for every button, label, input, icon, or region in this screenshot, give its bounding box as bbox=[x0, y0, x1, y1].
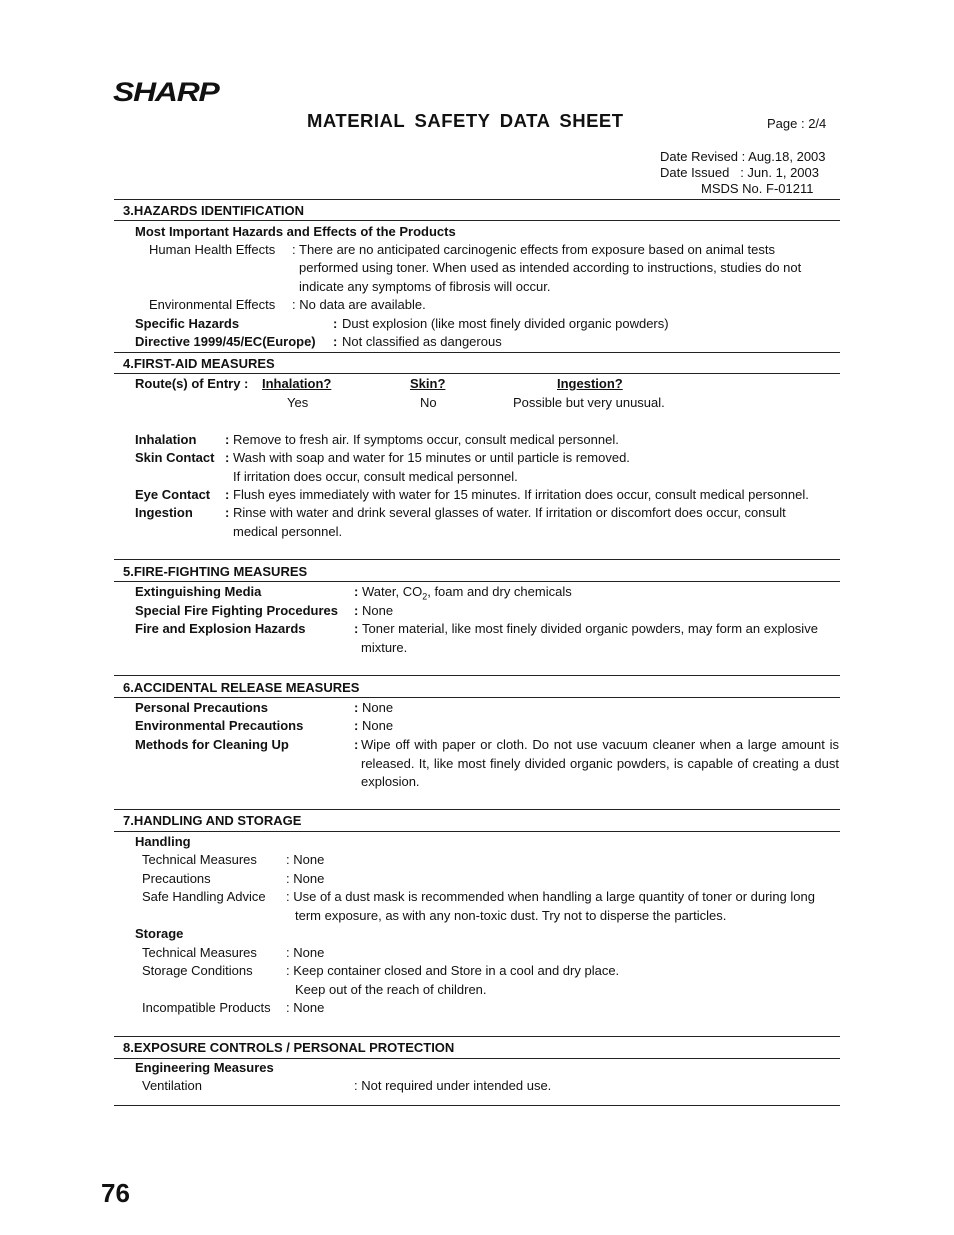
ingestion-value: Possible but very unusual. bbox=[513, 395, 665, 410]
section-8-heading: 8.EXPOSURE CONTROLS / PERSONAL PROTECTION bbox=[123, 1040, 455, 1055]
section-4-heading: 4.FIRST-AID MEASURES bbox=[123, 356, 275, 371]
inhalation-column-header: Inhalation? bbox=[262, 376, 332, 391]
environmental-precautions-value: None bbox=[362, 718, 394, 733]
handling-technical-label: Technical Measures bbox=[142, 852, 257, 867]
date-revised: Date Revised : Aug.18, 2003 bbox=[660, 149, 826, 164]
sharp-logo: SHARP bbox=[113, 77, 219, 107]
ext-subscript: 2 bbox=[422, 591, 428, 602]
divider bbox=[114, 1036, 840, 1037]
storage-conditions-value-1: : Keep container closed and Store in a cool and dry place. bbox=[286, 963, 620, 978]
fire-explosion-label: Fire and Explosion Hazards bbox=[135, 621, 306, 636]
msds-number: MSDS No. F-01211 bbox=[701, 181, 814, 196]
skin-value: No bbox=[420, 395, 437, 410]
colon: : bbox=[225, 505, 230, 520]
safe-handling-label: Safe Handling Advice bbox=[142, 889, 266, 904]
divider bbox=[114, 199, 840, 200]
colon: : bbox=[225, 432, 230, 447]
incompatible-products-label: Incompatible Products bbox=[142, 1000, 271, 1015]
ingestion-measure-1: Rinse with water and drink several glasses of water. If irritation or discomfort does occur, consult bbox=[233, 505, 786, 520]
storage-conditions-label: Storage Conditions bbox=[142, 963, 253, 978]
divider bbox=[114, 373, 840, 374]
fire-explosion-value-1: Toner material, like most finely divided organic powders, may form an explosive bbox=[362, 621, 818, 636]
divider bbox=[114, 809, 840, 810]
colon: : bbox=[333, 334, 338, 349]
precautions-label: Precautions bbox=[142, 871, 211, 886]
directive-label: Directive 1999/45/EC(Europe) bbox=[135, 334, 316, 349]
inhalation-measure: Remove to fresh air. If symptoms occur, consult medical personnel. bbox=[233, 432, 619, 447]
colon: : bbox=[225, 450, 230, 465]
divider bbox=[114, 697, 840, 698]
route-of-entry-label: Route(s) of Entry : bbox=[135, 376, 249, 391]
skin-contact-measure-1: Wash with soap and water for 15 minutes or until particle is removed. bbox=[233, 450, 630, 465]
divider bbox=[114, 831, 840, 832]
extinguishing-media-value bbox=[362, 584, 572, 605]
divider bbox=[114, 1058, 840, 1059]
extinguishing-media-label: Extinguishing Media bbox=[135, 584, 262, 599]
colon: : bbox=[354, 621, 359, 636]
section-6-heading: 6.ACCIDENTAL RELEASE MEASURES bbox=[123, 680, 360, 695]
colon: : bbox=[354, 718, 359, 733]
divider bbox=[114, 559, 840, 560]
ext-text-a: Water, CO bbox=[362, 584, 423, 599]
page-number: 76 bbox=[101, 1178, 130, 1208]
handling-subheading: Handling bbox=[135, 834, 191, 849]
eye-contact-measure: Flush eyes immediately with water for 15 minutes. If irritation does occur, consult medical personnel. bbox=[233, 487, 809, 502]
engineering-measures-subheading: Engineering Measures bbox=[135, 1060, 274, 1075]
ingestion-label: Ingestion bbox=[135, 505, 193, 520]
colon: : bbox=[354, 603, 359, 618]
date-issued: Date Issued : Jun. 1, 2003 bbox=[660, 165, 819, 180]
ventilation-value: : Not required under intended use. bbox=[354, 1078, 552, 1093]
environmental-precautions-label: Environmental Precautions bbox=[135, 718, 304, 733]
colon: : bbox=[354, 584, 359, 599]
storage-subheading: Storage bbox=[135, 926, 184, 941]
inhalation-label: Inhalation bbox=[135, 432, 197, 447]
storage-technical-label: Technical Measures bbox=[142, 945, 257, 960]
colon: : bbox=[354, 700, 359, 715]
storage-technical-value: : None bbox=[286, 945, 325, 960]
section-7-heading: 7.HANDLING AND STORAGE bbox=[123, 813, 302, 828]
divider bbox=[114, 220, 840, 221]
divider bbox=[114, 581, 840, 582]
directive-value: Not classified as dangerous bbox=[342, 334, 502, 349]
safe-handling-value-2: term exposure, as with any non-toxic dust. Try not to disperse the particles. bbox=[295, 908, 727, 923]
human-health-text-3: indicate any symptoms of fibrosis will occur. bbox=[299, 279, 551, 294]
safe-handling-value-1: : Use of a dust mask is recommended when handling a large quantity of toner or during long bbox=[286, 889, 815, 904]
environmental-value: : No data are available. bbox=[292, 297, 426, 312]
inhalation-value: Yes bbox=[287, 395, 309, 410]
skin-column-header: Skin? bbox=[410, 376, 446, 391]
human-health-text-2: performed using toner. When used as intended according to instructions, studies do not bbox=[299, 260, 802, 275]
skin-contact-label: Skin Contact bbox=[135, 450, 215, 465]
divider bbox=[114, 675, 840, 676]
page-indicator: Page : 2/4 bbox=[767, 116, 827, 131]
storage-conditions-value-2: Keep out of the reach of children. bbox=[295, 982, 487, 997]
divider bbox=[114, 1105, 840, 1106]
ventilation-label: Ventilation bbox=[142, 1078, 202, 1093]
colon: : bbox=[333, 316, 338, 331]
eye-contact-label: Eye Contact bbox=[135, 487, 211, 502]
personal-precautions-label: Personal Precautions bbox=[135, 700, 268, 715]
ext-text-b: , foam and dry chemicals bbox=[427, 584, 572, 599]
precautions-value: : None bbox=[286, 871, 325, 886]
personal-precautions-value: None bbox=[362, 700, 394, 715]
ingestion-column-header: Ingestion? bbox=[557, 376, 623, 391]
fire-explosion-value-2: mixture. bbox=[361, 640, 408, 655]
human-health-label: Human Health Effects bbox=[149, 242, 276, 257]
colon: : bbox=[354, 737, 359, 752]
skin-contact-measure-2: If irritation does occur, consult medical personnel. bbox=[233, 469, 518, 484]
special-procedures-value: None bbox=[362, 603, 394, 618]
human-health-text-1: There are no anticipated carcinogenic effects from exposure based on animal tests bbox=[299, 242, 775, 257]
cleaning-methods-label: Methods for Cleaning Up bbox=[135, 737, 289, 752]
handling-technical-value: : None bbox=[286, 852, 325, 867]
colon: : bbox=[225, 487, 230, 502]
colon: : bbox=[292, 242, 296, 257]
environmental-label: Environmental Effects bbox=[149, 297, 276, 312]
ingestion-measure-2: medical personnel. bbox=[233, 524, 343, 539]
section-3-heading: 3.HAZARDS IDENTIFICATION bbox=[123, 203, 305, 218]
special-procedures-label: Special Fire Fighting Procedures bbox=[135, 603, 338, 618]
divider bbox=[114, 352, 840, 353]
document-title: MATERIAL SAFETY DATA SHEET bbox=[307, 110, 624, 131]
hazards-subheading: Most Important Hazards and Effects of the Products bbox=[135, 224, 456, 239]
specific-hazards-value: Dust explosion (like most finely divided organic powders) bbox=[342, 316, 669, 331]
section-5-heading: 5.FIRE-FIGHTING MEASURES bbox=[123, 564, 308, 579]
specific-hazards-label: Specific Hazards bbox=[135, 316, 240, 331]
incompatible-products-value: : None bbox=[286, 1000, 325, 1015]
cleaning-methods-value: Wipe off with paper or cloth. Do not use vacuum cleaner when a large amount is released. It, like most finely divided organic powders, is capable of creating a dust explosion. bbox=[361, 737, 839, 789]
